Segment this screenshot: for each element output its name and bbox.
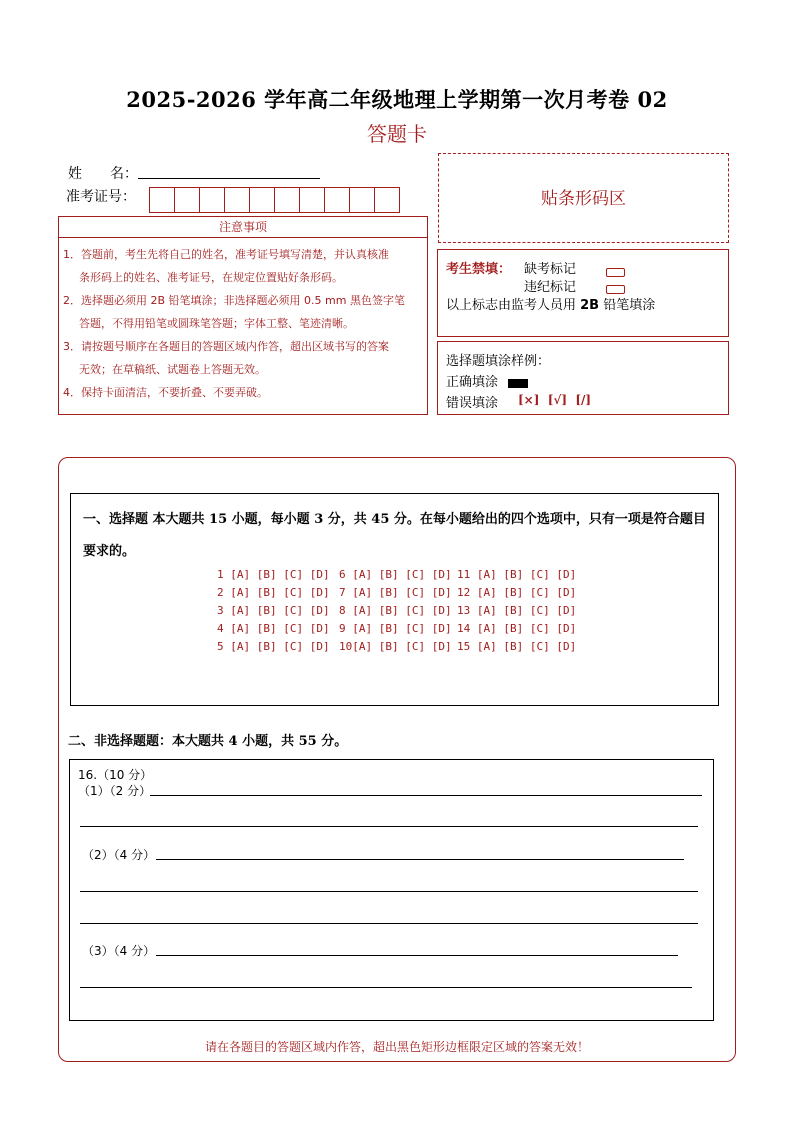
mcq-question-row[interactable]: 13 [A] [B] [C] [D]	[457, 604, 577, 617]
notice-item-text: 答题，不得用铅笔或圆珠笔答题；字体工整、笔迹清晰。	[79, 317, 354, 330]
answer-line[interactable]	[156, 955, 678, 956]
mcq-question-row[interactable]: 6 [A] [B] [C] [D]	[339, 568, 452, 581]
mcq-question-row[interactable]: 12 [A] [B] [C] [D]	[457, 586, 577, 599]
q16-sub1-label: （1）（2 分）	[78, 784, 152, 798]
correct-fill-label: 正确填涂	[446, 375, 499, 390]
fill-sample-heading: 选择题填涂样例：	[446, 354, 551, 369]
multiple-choice-section	[70, 493, 719, 706]
q16-label: 16.（10 分）	[78, 768, 153, 782]
id-digit-box[interactable]	[199, 187, 225, 213]
notice-item-text: 无效；在草稿纸、试题卷上答题无效。	[79, 363, 266, 376]
notice-item-text: 条形码上的姓名、准考证号，在规定位置贴好条形码。	[79, 271, 343, 284]
fill-sample-box	[437, 341, 729, 415]
exam-title: 2025-2026 学年高二年级地理上学期第一次月考卷 02	[126, 87, 668, 112]
mcq-description: 一、选择题 本大题共 15 小题，每小题 3 分，共 45 分。在每小题给出的四个选项中，只有一项是符合题目要求的。	[83, 512, 706, 559]
id-digit-box[interactable]	[149, 187, 175, 213]
examiner-only-label: 考生禁填：	[446, 262, 512, 277]
id-digit-box[interactable]	[224, 187, 250, 213]
notice-item-text: 3．请按题号顺序在各题目的答题区域内作答，超出区域书写的答案	[63, 340, 389, 353]
mcq-column-3	[457, 566, 576, 656]
mcq-question-row[interactable]: 14 [A] [B] [C] [D]	[457, 622, 577, 635]
exam-id-boxes[interactable]	[150, 187, 400, 213]
name-label: 姓 名：	[68, 166, 138, 182]
mcq-question-row[interactable]: 1 [A] [B] [C] [D]	[217, 568, 330, 581]
barcode-label: 贴条形码区	[541, 189, 626, 209]
answer-line[interactable]	[80, 826, 698, 827]
answer-sheet-subtitle: 答题卡	[367, 122, 427, 146]
answer-line[interactable]	[150, 795, 702, 796]
id-digit-box[interactable]	[174, 187, 200, 213]
id-digit-box[interactable]	[374, 187, 400, 213]
notice-item-text: 1．答题前，考生先将自己的姓名，准考证号填写清楚，并认真核准	[63, 248, 389, 261]
absent-mark-label: 缺考标记	[524, 262, 577, 277]
id-digit-box[interactable]	[274, 187, 300, 213]
violation-mark-label: 违纪标记	[524, 280, 577, 295]
answer-line[interactable]	[80, 923, 698, 924]
notice-item-text: 2．选择题必须用 2B 铅笔填涂；非选择题必须用 0.5 mm 黑色签字笔	[63, 294, 405, 307]
notice-heading: 注意事项	[59, 217, 427, 238]
id-digit-box[interactable]	[324, 187, 350, 213]
mcq-question-row[interactable]: 5 [A] [B] [C] [D]	[217, 640, 330, 653]
id-digit-box[interactable]	[249, 187, 275, 213]
q16-sub2-label: （2）（4 分）	[82, 848, 156, 862]
examiner-note: 以上标志由监考人员用 2B 铅笔填涂	[446, 298, 656, 313]
mcq-question-row[interactable]: 7 [A] [B] [C] [D]	[339, 586, 452, 599]
name-field[interactable]	[138, 178, 320, 179]
id-digit-box[interactable]	[349, 187, 375, 213]
mcq-question-row[interactable]: 15 [A] [B] [C] [D]	[457, 640, 577, 653]
mcq-question-row[interactable]: 3 [A] [B] [C] [D]	[217, 604, 330, 617]
notice-item-1	[63, 243, 423, 289]
notice-item-3	[63, 335, 423, 381]
mcq-question-row[interactable]: 4 [A] [B] [C] [D]	[217, 622, 330, 635]
notice-item-text: 4．保持卡面清洁，不要折叠、不要弄破。	[63, 386, 268, 399]
mcq-question-row[interactable]: 2 [A] [B] [C] [D]	[217, 586, 330, 599]
q16-sub3-label: （3）（4 分）	[82, 944, 156, 958]
id-label: 准考证号：	[66, 189, 136, 205]
footer-warning: 请在各题目的答题区域内作答，超出黑色矩形边框限定区域的答案无效！	[204, 1040, 589, 1054]
barcode-area	[438, 153, 729, 243]
answer-line[interactable]	[80, 987, 692, 988]
question-16-answer-area	[69, 759, 714, 1021]
mcq-column-2	[339, 566, 452, 656]
notice-box	[58, 216, 428, 415]
notice-item-2	[63, 289, 423, 335]
answer-line[interactable]	[80, 891, 698, 892]
part2-heading: 二、非选择题题：本大题共 4 小题，共 55 分。	[68, 734, 348, 749]
correct-fill-example	[508, 373, 528, 392]
wrong-fill-label: 错误填涂	[446, 396, 499, 411]
id-digit-box[interactable]	[299, 187, 325, 213]
mcq-question-row[interactable]: 10[A] [B] [C] [D]	[339, 640, 452, 653]
wrong-fill-examples: [×] [√] [/]	[518, 393, 592, 407]
mcq-question-row[interactable]: 11 [A] [B] [C] [D]	[457, 568, 577, 581]
answer-line[interactable]	[156, 859, 684, 860]
notice-item-4	[63, 381, 423, 404]
mcq-question-row[interactable]: 8 [A] [B] [C] [D]	[339, 604, 452, 617]
examiner-only-box	[437, 249, 729, 337]
mcq-question-row[interactable]: 9 [A] [B] [C] [D]	[339, 622, 452, 635]
mcq-column-1	[217, 566, 330, 656]
